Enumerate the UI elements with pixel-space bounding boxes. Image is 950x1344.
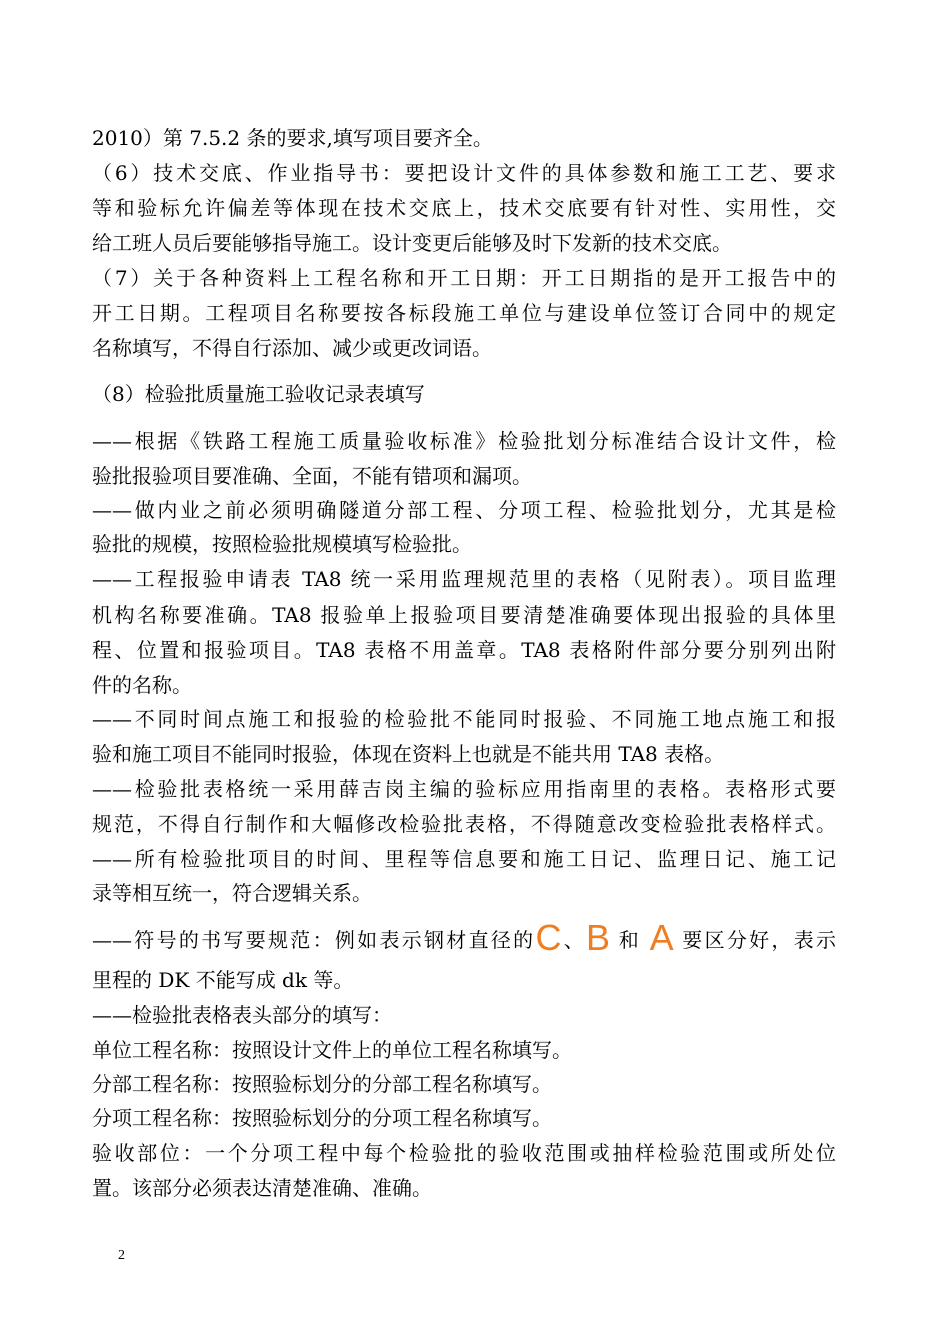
- symbol-line-prefix: ——符号的书写要规范：例如表示钢材直径的: [92, 928, 536, 952]
- paragraph-line: 分项工程名称：按照验标划分的分项工程名称填写。: [92, 1106, 552, 1130]
- paragraph-line: 置。该部分必须表达清楚准确、准确。: [92, 1176, 432, 1200]
- symbol-line: [92, 917, 837, 958]
- symbol-separator: 、: [561, 928, 587, 952]
- paragraph-line: 录等相互统一，符合逻辑关系。: [92, 881, 372, 905]
- paragraph-line: 等和验标允许偏差等体现在技术交底上，技术交底要有针对性、实用性，交: [92, 196, 836, 220]
- paragraph-line: （7）关于各种资料上工程名称和开工日期：开工日期指的是开工报告中的: [92, 266, 836, 290]
- symbol-line-suffix: 要区分好，表示: [673, 928, 837, 952]
- paragraph-line: 程、位置和报验项目。TA8 表格不用盖章。TA8 表格附件部分要分别列出附: [92, 638, 836, 662]
- paragraph-line: ——工程报验申请表 TA8 统一采用监理规范里的表格（见附表）。项目监理: [92, 567, 836, 591]
- rebar-grade-letter-c: C: [535, 917, 562, 958]
- paragraph-line: ——根据《铁路工程施工质量验收标准》检验批划分标准结合设计文件，检: [92, 429, 836, 453]
- paragraph-line: ——不同时间点施工和报验的检验批不能同时报验、不同施工地点施工和报: [92, 707, 836, 731]
- paragraph-line: 单位工程名称：按照设计文件上的单位工程名称填写。: [92, 1038, 572, 1062]
- paragraph-line: 名称填写，不得自行添加、减少或更改词语。: [92, 336, 492, 360]
- section-heading: （8）检验批质量施工验收记录表填写: [92, 382, 425, 406]
- paragraph-line: ——检验批表格统一采用薛吉岗主编的验标应用指南里的表格。表格形式要: [92, 777, 836, 801]
- paragraph-line: 验收部位：一个分项工程中每个检验批的验收范围或抽样检验范围或所处位: [92, 1141, 836, 1165]
- rebar-grade-letter-a: A: [649, 917, 674, 958]
- paragraph-line: 分部工程名称：按照验标划分的分部工程名称填写。: [92, 1072, 552, 1096]
- paragraph-line: ——检验批表格表头部分的填写：: [92, 1003, 392, 1027]
- paragraph-line: 2010）第 7.5.2 条的要求,填写项目要齐全。: [92, 126, 493, 150]
- symbol-separator: 和: [610, 928, 650, 952]
- paragraph-line: 验和施工项目不能同时报验，体现在资料上也就是不能共用 TA8 表格。: [92, 742, 725, 766]
- paragraph-line: 里程的 DK 不能写成 dk 等。: [92, 968, 354, 992]
- rebar-grade-letter-b: B: [586, 917, 611, 958]
- paragraph-line: ——做内业之前必须明确隧道分部工程、分项工程、检验批划分，尤其是检: [92, 498, 836, 522]
- paragraph-line: 件的名称。: [92, 673, 192, 697]
- paragraph-line: 给工班人员后要能够指导施工。设计变更后能够及时下发新的技术交底。: [92, 231, 732, 255]
- paragraph-line: 验批的规模，按照检验批规模填写检验批。: [92, 532, 472, 556]
- paragraph-line: 开工日期。工程项目名称要按各标段施工单位与建设单位签订合同中的规定: [92, 301, 836, 325]
- paragraph-line: 机构名称要准确。TA8 报验单上报验项目要清楚准确要体现出报验的具体里: [92, 603, 836, 627]
- page-number: 2: [118, 1248, 125, 1263]
- paragraph-line: 规范，不得自行制作和大幅修改检验批表格，不得随意改变检验批表格样式。: [92, 812, 836, 836]
- paragraph-line: 验批报验项目要准确、全面，不能有错项和漏项。: [92, 464, 532, 488]
- paragraph-line: （6）技术交底、作业指导书：要把设计文件的具体参数和施工工艺、要求: [92, 161, 836, 185]
- paragraph-line: ——所有检验批项目的时间、里程等信息要和施工日记、监理日记、施工记: [92, 847, 836, 871]
